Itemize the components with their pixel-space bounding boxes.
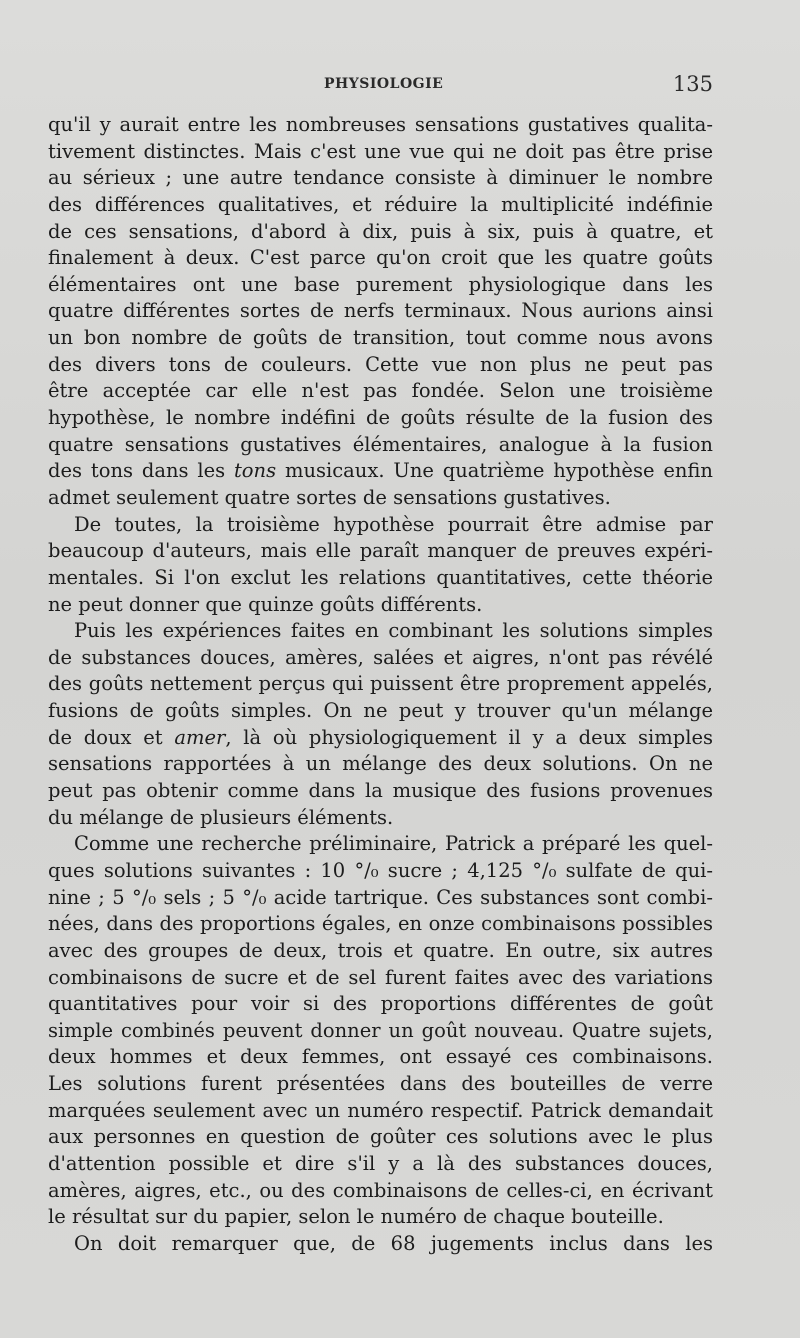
text-line: ques solutions suivantes : 10 °/₀ sucre ; 4,125 °/₀ sulfate de qui-: [48, 858, 713, 882]
text-line: quatre différentes sortes de nerfs terminaux. Nous aurions ainsi: [48, 299, 713, 323]
text-line: quantitatives pour voir si des proportions différentes de goût: [48, 992, 713, 1016]
body-text: [48, 112, 713, 1258]
text-line: du mélange de plusieurs éléments.: [48, 805, 394, 829]
text-line: sensations rapportées à un mélange des deux solutions. On ne: [48, 752, 713, 776]
text-line: hypothèse, le nombre indéfini de goûts résulte de la fusion des: [48, 406, 713, 430]
text-line: De toutes, la troisième hypothèse pourrait être admise par: [74, 512, 713, 536]
text-line: qu'il y aurait entre les nombreuses sensations gustatives qualita-: [48, 113, 713, 136]
text-line: au sérieux ; une autre tendance consiste à diminuer le nombre: [48, 166, 713, 190]
text-line: de doux et amer, là où physiologiquement il y a deux simples: [48, 725, 713, 749]
text-line: élémentaires ont une base purement physiologique dans les: [48, 272, 713, 296]
text-line: fusions de goûts simples. On ne peut y trouver qu'un mélange: [48, 699, 713, 723]
text-line: quatre sensations gustatives élémentaires, analogue à la fusion: [48, 432, 713, 456]
text-line: de ces sensations, d'abord à dix, puis à six, puis à quatre, et: [48, 219, 713, 243]
text-line: deux hommes et deux femmes, ont essayé ces combinaisons.: [48, 1045, 713, 1069]
running-head: PHYSIOLOGIE: [324, 76, 444, 92]
page-number: 135: [672, 72, 713, 96]
text-line: de substances douces, amères, salées et aigres, n'ont pas révélé: [48, 645, 713, 669]
text-line: mentales. Si l'on exclut les relations quantitatives, cette théorie: [48, 565, 713, 589]
text-line: des différences qualitatives, et réduire la multiplicité indéfinie: [48, 192, 713, 216]
text-line: amères, aigres, etc., ou des combinaisons de celles-ci, en écrivant: [48, 1178, 713, 1202]
text-line: beaucoup d'auteurs, mais elle paraît manquer de preuves expéri-: [48, 539, 713, 563]
text-line: avec des groupes de deux, trois et quatre. En outre, six autres: [48, 938, 713, 962]
text-line: On doit remarquer que, de 68 jugements inclus dans les: [74, 1231, 713, 1255]
text-line: finalement à deux. C'est parce qu'on croit que les quatre goûts: [48, 246, 713, 270]
text-line: être acceptée car elle n'est pas fondée. Selon une troisième: [48, 379, 713, 403]
text-line: des tons dans les tons musicaux. Une quatrième hypothèse enfin: [48, 459, 713, 483]
text-line: Comme une recherche préliminaire, Patrick a préparé les quel-: [74, 832, 713, 856]
text-line: Puis les expériences faites en combinant les solutions simples: [74, 619, 713, 643]
text-line: tivement distinctes. Mais c'est une vue qui ne doit pas être prise: [48, 139, 713, 163]
text-line: simple combinés peuvent donner un goût nouveau. Quatre sujets,: [48, 1018, 713, 1042]
text-line: d'attention possible et dire s'il y a là des substances douces,: [48, 1151, 713, 1175]
text-line: ne peut donner que quinze goûts différents.: [48, 592, 483, 616]
text-line: peut pas obtenir comme dans la musique des fusions provenues: [48, 779, 713, 803]
italic-word: tons: [233, 459, 277, 483]
page-header: [48, 72, 713, 98]
italic-word: amer: [174, 725, 226, 749]
text-line: le résultat sur du papier, selon le numéro de chaque bouteille.: [48, 1205, 664, 1229]
text-line: nées, dans des proportions égales, en onze combinaisons possibles: [48, 912, 713, 936]
text-line: combinaisons de sucre et de sel furent faites avec des variations: [48, 965, 713, 989]
text-line: un bon nombre de goûts de transition, tout comme nous avons: [48, 326, 713, 350]
text-line: marquées seulement avec un numéro respectif. Patrick demandait: [48, 1098, 713, 1122]
text-line: des divers tons de couleurs. Cette vue non plus ne peut pas: [48, 352, 713, 376]
text-line: admet seulement quatre sortes de sensations gustatives.: [48, 485, 611, 509]
text-line: Les solutions furent présentées dans des bouteilles de verre: [48, 1072, 713, 1096]
text-line: aux personnes en question de goûter ces solutions avec le plus: [48, 1125, 713, 1149]
text-line: des goûts nettement perçus qui puissent être proprement appelés,: [48, 672, 713, 696]
text-line: nine ; 5 °/₀ sels ; 5 °/₀ acide tartrique. Ces substances sont combi-: [48, 885, 713, 909]
